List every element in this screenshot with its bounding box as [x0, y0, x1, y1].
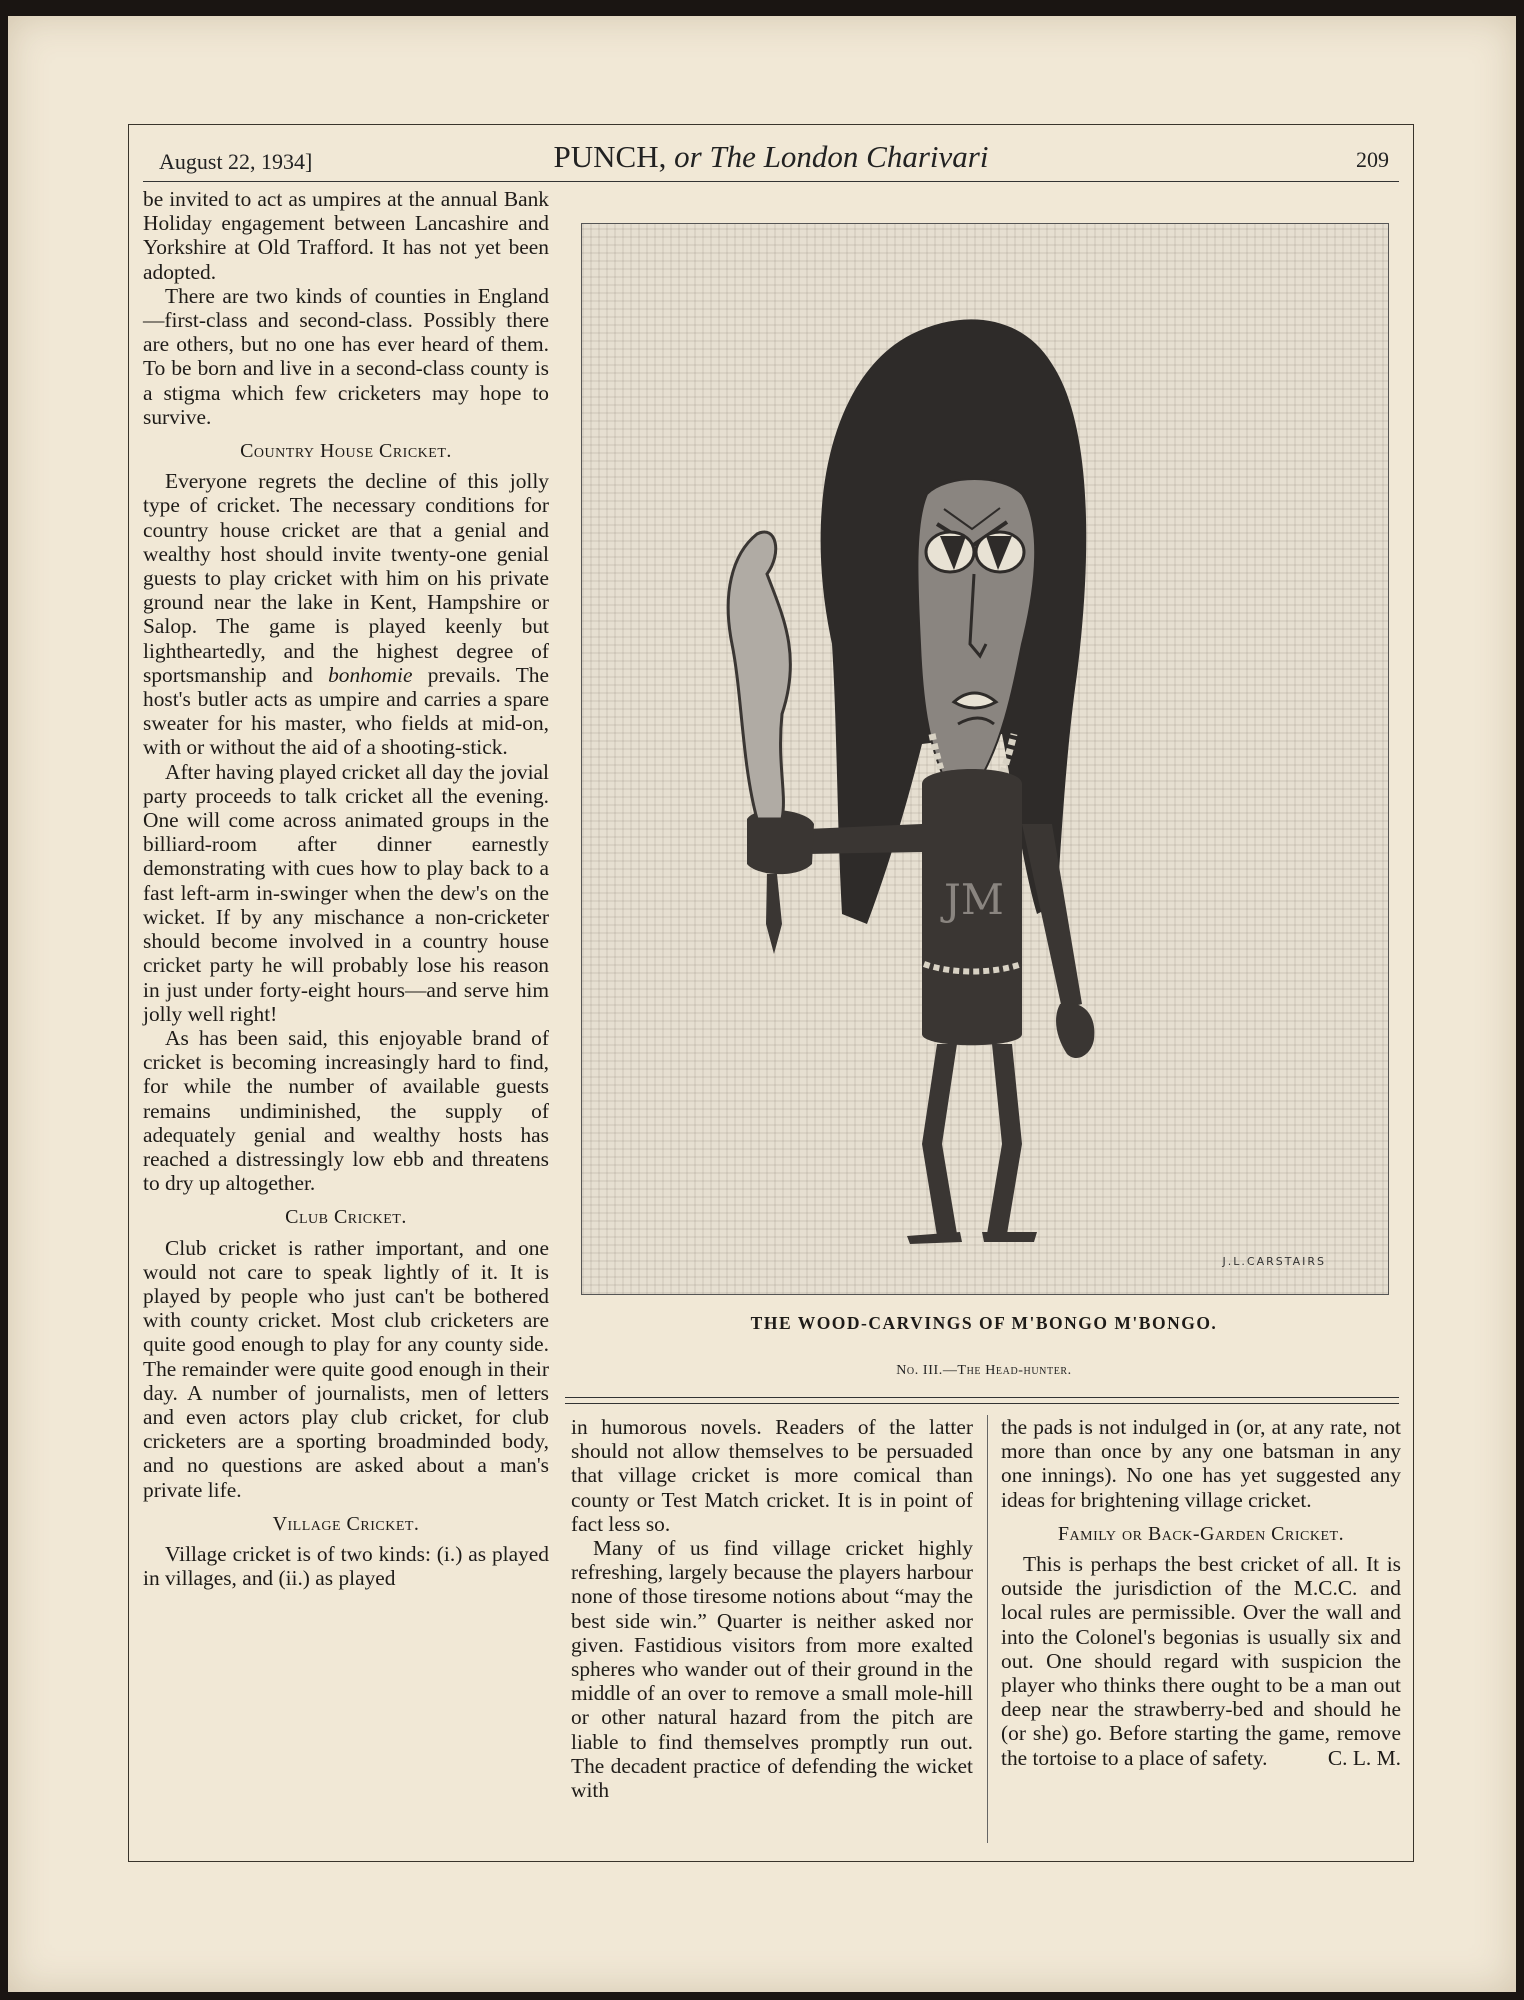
col1-paragraph-5: As has been said, this enjoyable brand of cricket is becoming increasingly hard to find, for while the number of available guests remains undiminished, the supply of adequately genial and wealthy hosts has reached a distressingly low ebb and threatens to dry up altogether. [143, 1025, 549, 1196]
title-sub: The London Charivari [709, 139, 989, 174]
right-leg [987, 1044, 1022, 1234]
title-main: PUNCH, [553, 139, 667, 174]
page-number: 209 [1356, 147, 1389, 172]
heading-village-cricket: Village Cricket. [272, 1512, 420, 1535]
section-divider-top [565, 1397, 1399, 1398]
col1-paragraph-3 [143, 469, 549, 759]
col3-paragraph-2 [1001, 1552, 1401, 1770]
col3-p2-text: This is perhaps the best cricket of all. It is outside the jurisdiction of the M.C.C. and local rules are permissible. Over the wall and into the Colonel's begonias is usually six and out. One should regard with suspicion the player who thinks there ought to be a man out deep near the strawberry-bed and should he (or she) go. Before starting the game, remove the tortoise to a place of safety. [1001, 1552, 1401, 1770]
issue-date: August 22, 1934] [159, 149, 313, 174]
col1-paragraph-6: Club cricket is rather important, and one would not care to speak lightly of it. It is played by people who just can't be bothered with county cricket. Most club cricketers are quite good enough to play for any county side. The remainder were quite good enough in their day. A number of journalists, men of letters and even actors play club cricket, for club cricketers are a sporting broadminded body, and no questions are asked about a man's private life. [143, 1235, 549, 1502]
column-right [1001, 1415, 1401, 1770]
col1-paragraph-4: After having played cricket all day the jovial party proceeds to talk cricket all the evening. One will come across animated groups in the billiard-room after dinner earnestly demonstrating with cues how to play back to a fast left-arm in-swinger when the dew's on the wicket. If by any mischance a non-cricketer should become involved in a country house cricket party he will probably lose his reason in just under forty-eight hours—and serve him jolly well right! [143, 759, 549, 1026]
illustration-panel [581, 223, 1389, 1295]
col1-p3-start: Everyone regrets the decline of this jolly type of cricket. The necessary conditions for country house cricket are that a genial and wealthy host should invite twenty-one genial guests to play cricket with him on his private ground near the lake in Kent, Hampshire or Salop. The game is played keenly but lightheartedly, and the highest degree of sportsmanship and [143, 469, 549, 687]
illustration-caption-title: THE WOOD-CARVINGS OF M'BONGO M'BONGO. [750, 1313, 1218, 1333]
heading-country-house: Country House Cricket. [240, 440, 452, 463]
header-rule [143, 181, 1399, 182]
page-paper [8, 16, 1516, 1992]
knife-blade [728, 532, 790, 819]
col3-paragraph-1: the pads is not indulged in (or, at any rate, not more than once by any one batsman in any one innings). No one has yet suggested any ideas for brightening village cricket. [1001, 1415, 1401, 1512]
left-arm [1022, 824, 1082, 1009]
col1-paragraph-1: be invited to act as umpires at the annual Bank Holiday engagement between Lancashire and Yorkshire at Old Trafford. It has not yet been adopted. [143, 187, 549, 284]
title-or: or [674, 139, 702, 174]
col1-paragraph-7: Village cricket is of two kinds: (i.) as played in villages, and (ii.) as played [143, 1541, 549, 1591]
page-frame [128, 124, 1414, 1862]
chest-monogram: JM [944, 875, 1004, 924]
head-hunter-figure [582, 224, 1388, 1294]
author-initials: C. L. M. [1327, 1745, 1401, 1770]
heading-club-cricket: Club Cricket. [285, 1206, 407, 1229]
artist-signature: J.L.CARSTAIRS [1222, 1255, 1326, 1268]
running-header [129, 125, 1413, 181]
left-hand [1056, 1003, 1094, 1058]
col1-p3-end: prevails. The host's butler acts as umpire and carries a spare sweater for his master, who fields at mid-on, with or without the aid of a shooting-stick. [143, 662, 549, 760]
knife-handle [766, 874, 782, 954]
illustration-caption-subtitle: No. III.—The Head-hunter. [896, 1363, 1072, 1378]
heading-family-cricket: Family or Back-Garden Cricket. [1057, 1522, 1345, 1545]
section-divider-bottom [565, 1403, 1399, 1404]
knife-arm [807, 824, 922, 854]
col1-p3-italic: bonhomie [328, 662, 413, 687]
column-separator [987, 1415, 988, 1843]
column-middle [571, 1415, 973, 1802]
col1-paragraph-2: There are two kinds of counties in England—first-class and second-class. Possibly there are others, but no one has ever heard of them. To be born and live in a second-class county is a stigma which few cricketers may hope to survive. [143, 283, 549, 429]
col2-paragraph-2: Many of us find village cricket highly refreshing, largely because the players harbour none of those tiresome notions about “may the best side win.” Quarter is neither asked nor given. Fastidious visitors from more exalted spheres who wander out of their ground in the middle of an over to remove a small mole-hill or other natural hazard from the pitch are liable to find themselves promptly run out. The decadent practice of defending the wicket with [571, 1536, 973, 1803]
left-leg [922, 1044, 957, 1236]
col2-paragraph-1: in humorous novels. Readers of the latter should not allow themselves to be persuaded that village cricket is more comical than county or Test Match cricket. It is in point of fact less so. [571, 1415, 973, 1536]
magazine-title [129, 139, 1413, 175]
column-left [143, 187, 549, 1590]
